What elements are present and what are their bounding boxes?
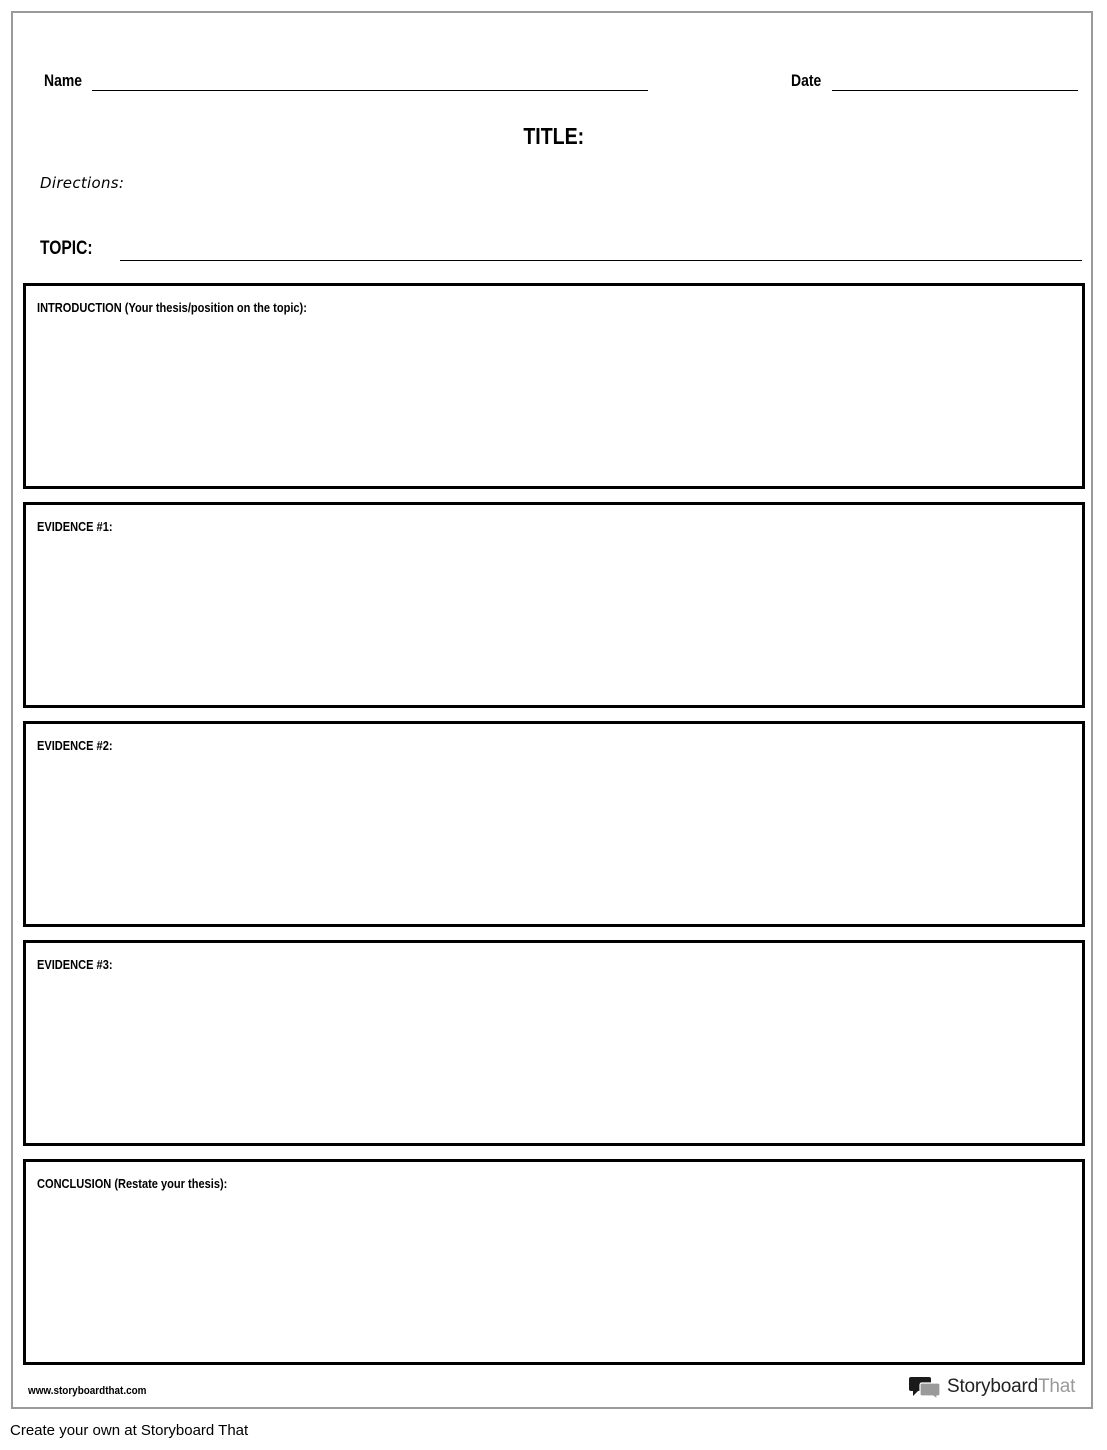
worksheet-page <box>11 11 1093 1409</box>
topic-line[interactable] <box>120 260 1082 261</box>
website-url: www.storyboardthat.com <box>28 1385 147 1397</box>
introduction-box[interactable] <box>23 283 1085 489</box>
evidence-1-label: EVIDENCE #1: <box>37 519 113 534</box>
conclusion-box[interactable] <box>23 1159 1085 1365</box>
evidence-2-label: EVIDENCE #2: <box>37 738 113 753</box>
introduction-label: INTRODUCTION (Your thesis/position on the topic): <box>37 300 307 315</box>
date-line[interactable] <box>832 90 1078 91</box>
evidence-3-label: EVIDENCE #3: <box>37 957 113 972</box>
logo-wordmark <box>947 1376 1075 1398</box>
directions-label: Directions: <box>40 174 125 192</box>
logo-text-that: That <box>1037 1376 1076 1397</box>
evidence-2-box[interactable] <box>23 721 1085 927</box>
create-your-own-link[interactable]: Create your own at Storyboard That <box>10 1422 249 1439</box>
storyboardthat-logo <box>909 1375 1075 1399</box>
worksheet-title <box>13 123 1095 150</box>
date-label: Date <box>791 71 822 90</box>
evidence-1-box[interactable] <box>23 502 1085 708</box>
conclusion-label: CONCLUSION (Restate your thesis): <box>37 1176 228 1191</box>
title-text: TITLE: <box>523 123 585 149</box>
logo-text-storyboard: Storyboard <box>947 1376 1038 1397</box>
name-label: Name <box>44 71 82 90</box>
name-line[interactable] <box>92 90 648 91</box>
evidence-3-box[interactable] <box>23 940 1085 1146</box>
speech-bubbles-icon <box>909 1375 941 1399</box>
topic-label: TOPIC: <box>40 238 93 259</box>
